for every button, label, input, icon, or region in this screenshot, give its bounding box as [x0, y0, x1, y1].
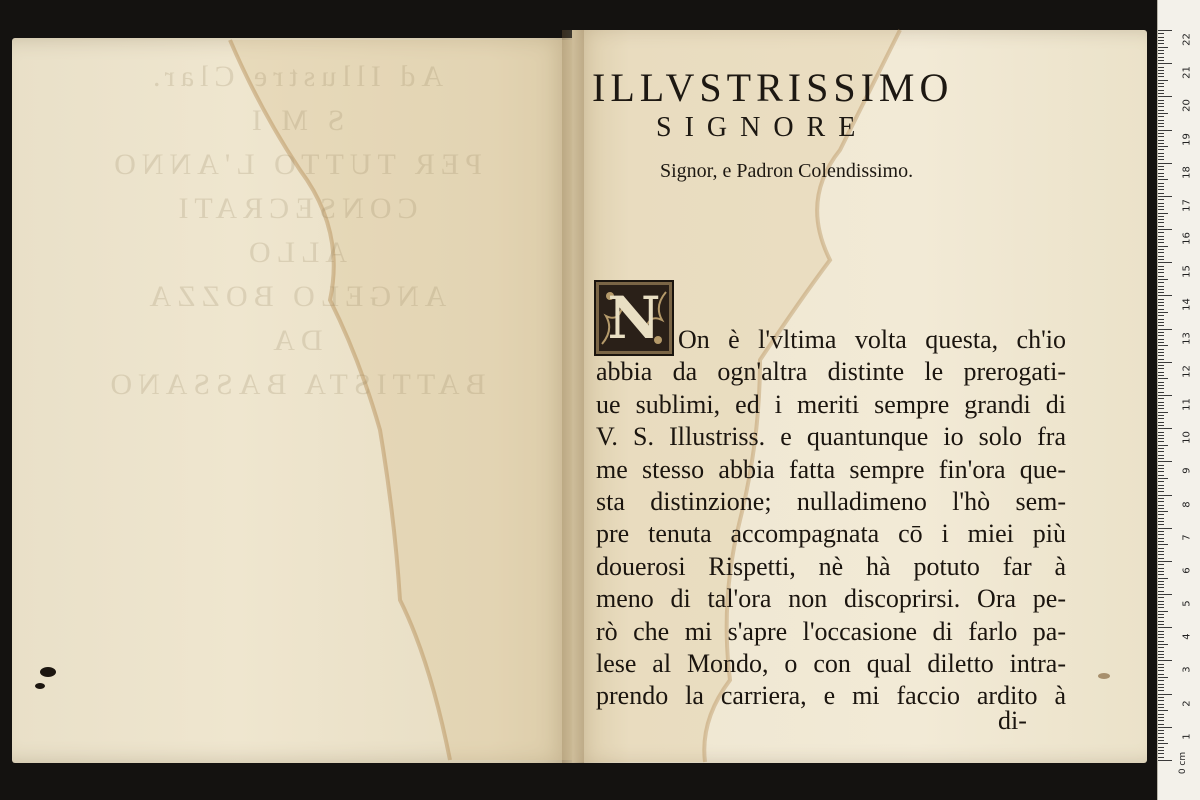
ruler-tick	[1158, 90, 1164, 91]
ruler-tick	[1158, 50, 1164, 51]
ruler-tick	[1158, 528, 1172, 529]
ruler-tick	[1158, 441, 1164, 442]
ruler-tick	[1158, 488, 1164, 489]
ruler-tick	[1158, 159, 1164, 160]
ruler-tick	[1158, 601, 1164, 602]
ruler-tick	[1158, 747, 1164, 748]
ruler-tick	[1158, 415, 1164, 416]
ruler-tick	[1158, 53, 1164, 54]
ruler-tick	[1158, 667, 1164, 668]
ruler-tick	[1158, 505, 1164, 506]
ruler-tick	[1158, 57, 1164, 58]
ruler-label: 14	[1181, 298, 1193, 312]
ruler-label: 6	[1181, 567, 1193, 574]
ruler-tick	[1158, 120, 1164, 121]
ruler-tick	[1158, 737, 1164, 738]
ruler-tick	[1158, 153, 1164, 154]
bleedthrough-text	[60, 55, 530, 575]
catchword: di-	[998, 706, 1027, 735]
ruler-label: 4	[1181, 633, 1193, 640]
ruler-tick	[1158, 727, 1172, 728]
ruler-tick	[1158, 345, 1168, 346]
ruler-tick	[1158, 186, 1164, 187]
ruler-tick	[1158, 272, 1164, 273]
ruler-tick	[1158, 33, 1164, 34]
ruler-tick	[1158, 156, 1164, 157]
ruler-tick	[1158, 634, 1164, 635]
ruler-tick	[1158, 375, 1164, 376]
ruler-tick	[1158, 508, 1164, 509]
ruler-tick	[1158, 86, 1164, 87]
ruler-tick	[1158, 471, 1164, 472]
ruler-label: 12	[1181, 364, 1193, 378]
ruler-tick	[1158, 524, 1164, 525]
ruler-tick	[1158, 183, 1164, 184]
ruler-tick	[1158, 587, 1164, 588]
ruler-tick	[1158, 607, 1164, 608]
bleed-line: ANGELO BOZZA	[143, 280, 447, 313]
ruler-tick	[1158, 435, 1164, 436]
ruler-tick	[1158, 365, 1164, 366]
ruler-label: 3	[1181, 666, 1193, 674]
ruler-tick	[1158, 312, 1168, 313]
ruler-tick	[1158, 302, 1164, 303]
ruler-tick	[1158, 740, 1164, 741]
ruler-tick	[1158, 110, 1164, 111]
ruler-label: 5	[1181, 600, 1193, 607]
ruler-tick	[1158, 521, 1164, 522]
ruler-tick	[1158, 571, 1164, 572]
ruler-tick	[1158, 319, 1164, 320]
ruler-tick	[1158, 355, 1164, 356]
ruler-tick	[1158, 551, 1164, 552]
ruler-tick	[1158, 216, 1164, 217]
ruler-tick	[1158, 269, 1164, 270]
ruler-label: 16	[1181, 232, 1193, 245]
ruler-tick	[1158, 647, 1164, 648]
ruler-tick	[1158, 209, 1164, 210]
ruler-label: 18	[1181, 165, 1193, 179]
ruler-tick	[1158, 100, 1164, 101]
ruler-tick	[1158, 534, 1164, 535]
ruler-tick	[1158, 40, 1164, 41]
ruler-label: 9	[1181, 467, 1193, 475]
ruler-tick	[1158, 395, 1172, 396]
ruler-tick	[1158, 594, 1172, 595]
ruler-tick	[1158, 753, 1164, 754]
ruler-tick	[1158, 651, 1164, 652]
ruler-tick	[1158, 286, 1164, 287]
ruler-tick	[1158, 418, 1164, 419]
ruler-tick	[1158, 664, 1164, 665]
ruler-tick	[1158, 621, 1164, 622]
ruler-tick	[1158, 402, 1164, 403]
ruler-tick	[1158, 83, 1164, 84]
ruler-tick	[1158, 67, 1164, 68]
ruler-tick	[1158, 133, 1164, 134]
ruler-tick	[1158, 73, 1164, 74]
ruler-tick	[1158, 760, 1172, 761]
ruler-tick	[1158, 166, 1164, 167]
ruler-tick	[1158, 584, 1164, 585]
ruler-tick	[1158, 335, 1164, 336]
ruler-tick	[1158, 315, 1164, 316]
ruler-tick	[1158, 93, 1164, 94]
ruler-tick	[1158, 279, 1168, 280]
ruler-tick	[1158, 193, 1164, 194]
ruler-label: 13	[1181, 331, 1193, 345]
ruler-tick	[1158, 581, 1164, 582]
text-line: sta distinzione; nulladimeno l'hò sem-	[596, 486, 1066, 516]
ruler-tick	[1158, 242, 1164, 243]
ruler-tick	[1158, 226, 1164, 227]
book-gutter	[562, 30, 584, 763]
page-heading: ILLVSTRISSIMO	[592, 65, 954, 110]
ruler-tick	[1158, 412, 1168, 413]
ruler-tick	[1158, 604, 1164, 605]
ruler-tick	[1158, 485, 1164, 486]
ruler-tick	[1158, 674, 1164, 675]
ruler-tick	[1158, 189, 1164, 190]
ruler-tick	[1158, 544, 1168, 545]
ruler-tick	[1158, 591, 1164, 592]
ruler-tick	[1158, 631, 1164, 632]
ruler-tick	[1158, 743, 1168, 744]
ruler-label: 19	[1181, 132, 1193, 146]
ruler-tick	[1158, 305, 1164, 306]
ruler-tick	[1158, 206, 1164, 207]
ruler-tick	[1158, 203, 1164, 204]
text-line: V. S. Illustriss. e quantunque io solo fra	[596, 422, 1066, 452]
ruler-tick	[1158, 249, 1164, 250]
ruler-tick	[1158, 617, 1164, 618]
ruler-tick	[1158, 196, 1172, 197]
bleed-line: CONSECRATI	[172, 192, 418, 225]
ruler-tick	[1158, 757, 1164, 758]
ruler-tick	[1158, 611, 1168, 612]
ruler-tick	[1158, 106, 1164, 107]
ruler-tick	[1158, 637, 1164, 638]
ruler-tick	[1158, 295, 1172, 296]
ruler-tick	[1158, 372, 1164, 373]
bleed-line: Ad Illustre Clar.	[146, 60, 444, 93]
ruler-tick	[1158, 63, 1172, 64]
ruler-tick	[1158, 670, 1164, 671]
ruler-tick	[1158, 388, 1164, 389]
ruler-tick	[1158, 501, 1164, 502]
ruler-tick	[1158, 329, 1172, 330]
text-line: meno di tal'ora non discoprirsi. Ora pe-	[596, 584, 1066, 614]
ruler-tick	[1158, 222, 1164, 223]
ruler-tick	[1158, 578, 1168, 579]
ruler-tick	[1158, 123, 1164, 124]
ruler-tick	[1158, 720, 1164, 721]
measuring-ruler	[1157, 0, 1200, 800]
ruler-tick	[1158, 432, 1164, 433]
ruler-tick	[1158, 126, 1164, 127]
ruler-tick	[1158, 558, 1164, 559]
ruler-tick	[1158, 322, 1164, 323]
ruler-tick	[1158, 445, 1168, 446]
ruler-tick	[1158, 461, 1172, 462]
ruler-tick	[1158, 627, 1172, 628]
ruler-tick	[1158, 232, 1164, 233]
ruler-tick	[1158, 660, 1172, 661]
ruler-label: 1	[1181, 733, 1193, 740]
ruler-tick	[1158, 448, 1164, 449]
ruler-tick	[1158, 561, 1172, 562]
ruler-tick	[1158, 136, 1164, 137]
ruler-tick	[1158, 116, 1164, 117]
text-line: prendo la carriera, e mi faccio ardito à	[596, 681, 1066, 711]
ruler-label: 21	[1181, 66, 1193, 80]
bleed-line: PER TUTTO L'ANNO	[108, 148, 482, 181]
ruler-tick	[1158, 276, 1164, 277]
text-line: douerosi Rispetti, nè hà potuto far à	[596, 551, 1066, 581]
bleed-line: BATTISTA BASSANO	[104, 368, 486, 401]
ruler-tick	[1158, 511, 1168, 512]
ruler-tick	[1158, 113, 1168, 114]
ruler-tick	[1158, 704, 1164, 705]
ruler-tick	[1158, 259, 1164, 260]
ruler-tick	[1158, 657, 1164, 658]
text-line: ue sublimi, ed i meriti sempre grandi di	[596, 389, 1066, 419]
ruler-tick	[1158, 130, 1172, 131]
page-subheading: SIGNORE	[656, 112, 869, 143]
ruler-tick	[1158, 352, 1164, 353]
ruler-tick	[1158, 614, 1164, 615]
ruler-tick	[1158, 359, 1164, 360]
ruler-tick	[1158, 266, 1164, 267]
ruler-tick	[1158, 229, 1172, 230]
ruler-tick	[1158, 70, 1164, 71]
ruler-tick	[1158, 465, 1164, 466]
text-line: pre tenuta accompagnata cō i miei più	[596, 519, 1066, 549]
ruler-tick	[1158, 80, 1168, 81]
ruler-tick	[1158, 385, 1164, 386]
ruler-tick	[1158, 149, 1164, 150]
body-text	[596, 324, 1066, 713]
ruler-tick	[1158, 236, 1164, 237]
ruler-tick	[1158, 425, 1164, 426]
text-line: me stesso abbia fatta sempre fin'ora que-	[596, 454, 1066, 484]
ruler-tick	[1158, 624, 1164, 625]
ruler-label: 22	[1181, 33, 1193, 46]
ruler-tick	[1158, 481, 1164, 482]
ruler-tick	[1158, 408, 1164, 409]
ruler-tick	[1158, 541, 1164, 542]
ruler-tick	[1158, 342, 1164, 343]
ruler-tick	[1158, 518, 1164, 519]
ruler-tick	[1158, 514, 1164, 515]
bleed-line: S M I	[245, 104, 345, 137]
ruler-tick	[1158, 339, 1164, 340]
ruler-tick	[1158, 392, 1164, 393]
ruler-tick	[1158, 538, 1164, 539]
ruler-tick	[1158, 422, 1164, 423]
ruler-tick	[1158, 398, 1164, 399]
ruler-tick	[1158, 30, 1172, 31]
ruler-tick	[1158, 568, 1164, 569]
ruler-unit-label: 0 cm	[1178, 751, 1189, 775]
text-line: On è l'vltima volta questa, ch'io	[678, 325, 1066, 354]
ruler-tick	[1158, 478, 1168, 479]
ruler-tick	[1158, 309, 1164, 310]
ruler-label: 17	[1181, 199, 1193, 212]
ruler-tick	[1158, 140, 1164, 141]
ruler-tick	[1158, 654, 1164, 655]
text-line: abbia da ogn'altra distinte le prerogati-	[596, 357, 1066, 387]
ruler-tick	[1158, 289, 1164, 290]
ruler-tick	[1158, 405, 1164, 406]
ruler-tick	[1158, 179, 1168, 180]
ruler-tick	[1158, 724, 1164, 725]
ruler-tick	[1158, 173, 1164, 174]
ruler-tick	[1158, 548, 1164, 549]
ruler-tick	[1158, 714, 1164, 715]
bleed-line: DA	[267, 324, 323, 357]
ruler-tick	[1158, 641, 1164, 642]
ruler-tick	[1158, 378, 1168, 379]
ruler-tick	[1158, 694, 1172, 695]
ruler-tick	[1158, 475, 1164, 476]
ruler-tick	[1158, 451, 1164, 452]
ruler-tick	[1158, 252, 1164, 253]
ruler-tick	[1158, 143, 1164, 144]
ruler-tick	[1158, 690, 1164, 691]
ruler-tick	[1158, 169, 1164, 170]
ruler-tick	[1158, 282, 1164, 283]
ruler-tick	[1158, 103, 1164, 104]
salutation: Signor, e Padron Colendissimo.	[660, 160, 914, 182]
ruler-tick	[1158, 684, 1164, 685]
ruler-tick	[1158, 531, 1164, 532]
ruler-tick	[1158, 468, 1164, 469]
bleed-line: ALLO	[243, 236, 347, 269]
ruler-tick	[1158, 368, 1164, 369]
ruler-tick	[1158, 733, 1164, 734]
ruler-tick	[1158, 687, 1164, 688]
ruler-tick	[1158, 597, 1164, 598]
ruler-tick	[1158, 710, 1168, 711]
ruler-tick	[1158, 362, 1172, 363]
ruler-tick	[1158, 219, 1164, 220]
ruler-tick	[1158, 96, 1172, 97]
ruler-tick	[1158, 382, 1164, 383]
ruler-tick	[1158, 213, 1168, 214]
ruler-tick	[1158, 199, 1164, 200]
ruler-tick	[1158, 491, 1164, 492]
ruler-tick	[1158, 438, 1164, 439]
ruler-tick	[1158, 60, 1164, 61]
ruler-tick	[1158, 299, 1164, 300]
ruler-tick	[1158, 146, 1168, 147]
ruler-label: 7	[1181, 534, 1193, 541]
ruler-label: 15	[1181, 265, 1193, 279]
ruler-tick	[1158, 239, 1164, 240]
ruler-tick	[1158, 47, 1168, 48]
ruler-tick	[1158, 325, 1164, 326]
ruler-tick	[1158, 37, 1164, 38]
ruler-tick	[1158, 332, 1164, 333]
ruler-tick	[1158, 495, 1172, 496]
ruler-tick	[1158, 246, 1168, 247]
ruler-tick	[1158, 349, 1164, 350]
ruler-tick	[1158, 292, 1164, 293]
ruler-tick	[1158, 677, 1168, 678]
ruler-tick	[1158, 43, 1164, 44]
ruler-tick	[1158, 554, 1164, 555]
ruler-tick	[1158, 697, 1164, 698]
ruler-tick	[1158, 680, 1164, 681]
drop-cap-letter: N	[607, 284, 661, 352]
ruler-tick	[1158, 455, 1164, 456]
ruler-label: 11	[1181, 398, 1193, 411]
text-line: lese al Mondo, o con qual diletto intra-	[596, 648, 1066, 678]
ruler-tick	[1158, 707, 1164, 708]
ruler-tick	[1158, 644, 1168, 645]
ruler-tick	[1158, 163, 1172, 164]
ruler-tick	[1158, 730, 1164, 731]
ruler-tick	[1158, 76, 1164, 77]
ruler-tick	[1158, 458, 1164, 459]
ruler-tick	[1158, 498, 1164, 499]
ruler-tick	[1158, 176, 1164, 177]
ruler-tick	[1158, 428, 1172, 429]
ruler-tick	[1158, 564, 1164, 565]
ruler-label: 10	[1181, 431, 1193, 445]
ruler-tick	[1158, 750, 1164, 751]
ruler-label: 8	[1181, 500, 1193, 508]
ruler-tick	[1158, 574, 1164, 575]
ruler-label: 2	[1181, 699, 1193, 707]
text-line: rò che mi s'apre l'occasione di farlo pa-	[596, 616, 1066, 646]
ruler-tick	[1158, 717, 1164, 718]
ruler-tick	[1158, 700, 1164, 701]
ruler-tick	[1158, 256, 1164, 257]
ruler-tick	[1158, 262, 1172, 263]
ruler-label: 20	[1181, 99, 1193, 113]
